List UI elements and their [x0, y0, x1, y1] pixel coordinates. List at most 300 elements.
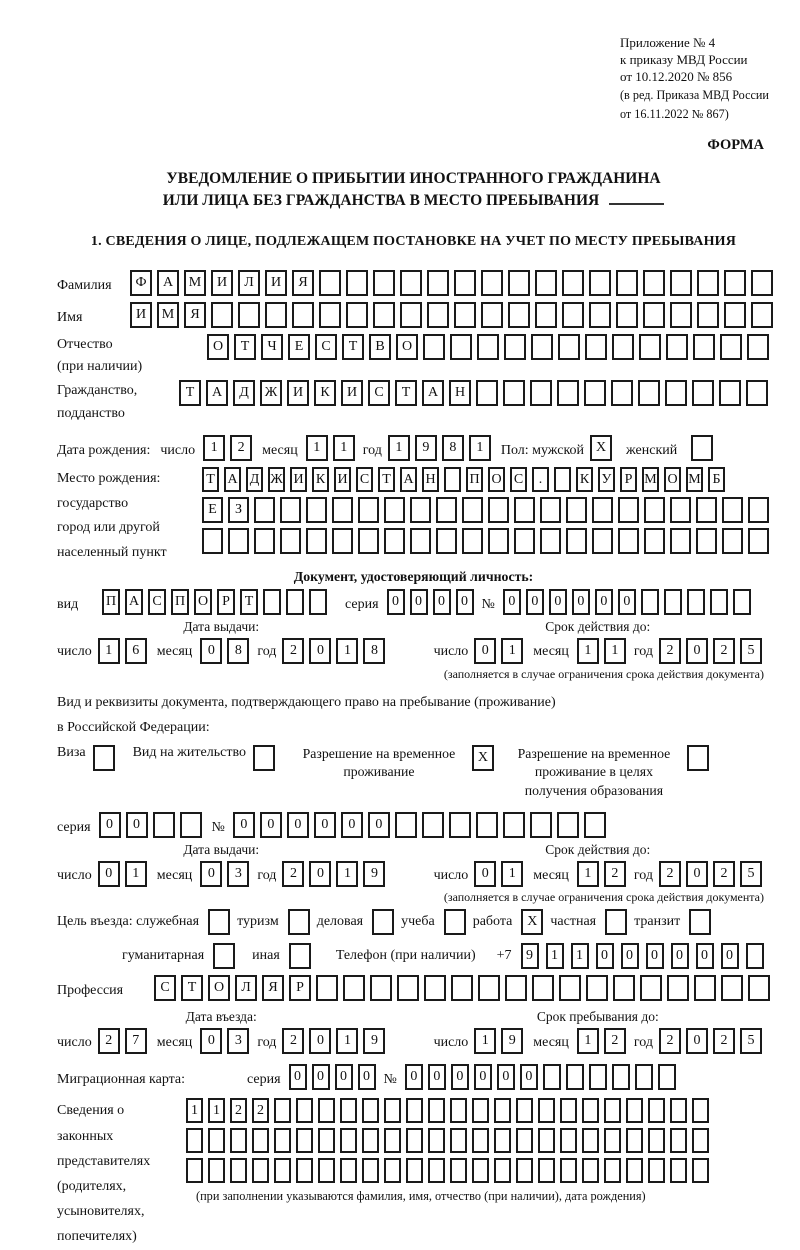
char-cell[interactable]: [582, 1098, 599, 1123]
char-cell[interactable]: [694, 975, 716, 1001]
char-cell[interactable]: [494, 1158, 511, 1183]
char-cell[interactable]: [643, 302, 665, 328]
char-cell[interactable]: 8: [363, 638, 385, 664]
char-cell[interactable]: [340, 1098, 357, 1123]
char-cell[interactable]: [208, 1128, 225, 1153]
char-cell[interactable]: [400, 302, 422, 328]
char-cell[interactable]: [358, 528, 379, 554]
char-cell[interactable]: [531, 334, 553, 360]
char-cell[interactable]: [692, 380, 714, 406]
char-cell[interactable]: [472, 1128, 489, 1153]
char-cell[interactable]: .: [532, 467, 549, 492]
char-cell[interactable]: 0: [200, 638, 222, 664]
char-cell[interactable]: Т: [240, 589, 258, 615]
char-cell[interactable]: [450, 1098, 467, 1123]
char-cell[interactable]: [554, 467, 571, 492]
char-cell[interactable]: [280, 528, 301, 554]
char-cell[interactable]: [319, 270, 341, 296]
char-cell[interactable]: [696, 528, 717, 554]
char-cell[interactable]: [406, 1158, 423, 1183]
char-cell[interactable]: [638, 380, 660, 406]
char-cell[interactable]: 1: [501, 638, 523, 664]
char-cell[interactable]: Ч: [261, 334, 283, 360]
char-cell[interactable]: 0: [595, 589, 613, 615]
char-cell[interactable]: 0: [596, 943, 614, 969]
char-cell[interactable]: 1: [577, 638, 599, 664]
char-cell[interactable]: 1: [388, 435, 410, 461]
char-cell[interactable]: С: [510, 467, 527, 492]
char-cell[interactable]: [346, 270, 368, 296]
char-cell[interactable]: [612, 334, 634, 360]
char-cell[interactable]: [462, 497, 483, 523]
char-cell[interactable]: 0: [474, 1064, 492, 1090]
char-cell[interactable]: И: [290, 467, 307, 492]
char-cell[interactable]: [667, 975, 689, 1001]
char-cell[interactable]: [666, 334, 688, 360]
char-cell[interactable]: С: [368, 380, 390, 406]
char-cell[interactable]: [696, 497, 717, 523]
char-cell[interactable]: [584, 812, 606, 838]
char-cell[interactable]: [186, 1128, 203, 1153]
char-cell[interactable]: [670, 302, 692, 328]
char-cell[interactable]: В: [369, 334, 391, 360]
char-cell[interactable]: [724, 270, 746, 296]
char-cell[interactable]: [428, 1098, 445, 1123]
char-cell[interactable]: [384, 497, 405, 523]
char-cell[interactable]: 0: [312, 1064, 330, 1090]
char-cell[interactable]: [560, 1158, 577, 1183]
char-cell[interactable]: [670, 270, 692, 296]
char-cell[interactable]: [747, 334, 769, 360]
char-cell[interactable]: 0: [671, 943, 689, 969]
char-cell[interactable]: Я: [184, 302, 206, 328]
char-cell[interactable]: [384, 528, 405, 554]
char-cell[interactable]: [710, 589, 728, 615]
char-cell[interactable]: [208, 909, 230, 935]
char-cell[interactable]: [560, 1128, 577, 1153]
char-cell[interactable]: [503, 380, 525, 406]
char-cell[interactable]: [559, 975, 581, 1001]
char-cell[interactable]: [505, 975, 527, 1001]
char-cell[interactable]: М: [686, 467, 703, 492]
char-cell[interactable]: Т: [342, 334, 364, 360]
char-cell[interactable]: О: [194, 589, 212, 615]
char-cell[interactable]: О: [664, 467, 681, 492]
char-cell[interactable]: 0: [98, 861, 120, 887]
char-cell[interactable]: [263, 589, 281, 615]
char-cell[interactable]: [724, 302, 746, 328]
char-cell[interactable]: [644, 497, 665, 523]
char-cell[interactable]: 2: [230, 435, 252, 461]
char-cell[interactable]: [476, 812, 498, 838]
char-cell[interactable]: [670, 497, 691, 523]
char-cell[interactable]: [494, 1128, 511, 1153]
char-cell[interactable]: [562, 302, 584, 328]
char-cell[interactable]: [444, 467, 461, 492]
char-cell[interactable]: 0: [526, 589, 544, 615]
char-cell[interactable]: 8: [227, 638, 249, 664]
char-cell[interactable]: [472, 1158, 489, 1183]
char-cell[interactable]: Т: [234, 334, 256, 360]
char-cell[interactable]: [265, 302, 287, 328]
char-cell[interactable]: К: [314, 380, 336, 406]
char-cell[interactable]: [318, 1098, 335, 1123]
char-cell[interactable]: Н: [449, 380, 471, 406]
char-cell[interactable]: 1: [336, 638, 358, 664]
char-cell[interactable]: [230, 1158, 247, 1183]
char-cell[interactable]: О: [488, 467, 505, 492]
char-cell[interactable]: [397, 975, 419, 1001]
char-cell[interactable]: [626, 1098, 643, 1123]
char-cell[interactable]: А: [206, 380, 228, 406]
char-cell[interactable]: [213, 943, 235, 969]
char-cell[interactable]: [252, 1158, 269, 1183]
char-cell[interactable]: Ж: [260, 380, 282, 406]
char-cell[interactable]: 2: [98, 1028, 120, 1054]
char-cell[interactable]: 1: [474, 1028, 496, 1054]
char-cell[interactable]: [450, 1128, 467, 1153]
char-cell[interactable]: [472, 1098, 489, 1123]
char-cell[interactable]: П: [102, 589, 120, 615]
char-cell[interactable]: 1: [186, 1098, 203, 1123]
char-cell[interactable]: 1: [469, 435, 491, 461]
char-cell[interactable]: [540, 497, 561, 523]
char-cell[interactable]: 0: [503, 589, 521, 615]
char-cell[interactable]: [252, 1128, 269, 1153]
char-cell[interactable]: 1: [333, 435, 355, 461]
char-cell[interactable]: [424, 975, 446, 1001]
char-cell[interactable]: [538, 1098, 555, 1123]
char-cell[interactable]: [362, 1098, 379, 1123]
char-cell[interactable]: 0: [99, 812, 121, 838]
char-cell[interactable]: С: [315, 334, 337, 360]
char-cell[interactable]: [503, 812, 525, 838]
char-cell[interactable]: [428, 1158, 445, 1183]
char-cell[interactable]: О: [207, 334, 229, 360]
char-cell[interactable]: 2: [282, 638, 304, 664]
char-cell[interactable]: Я: [292, 270, 314, 296]
char-cell[interactable]: [362, 1128, 379, 1153]
char-cell[interactable]: [504, 334, 526, 360]
char-cell[interactable]: [410, 528, 431, 554]
char-cell[interactable]: [558, 334, 580, 360]
char-cell[interactable]: [422, 812, 444, 838]
char-cell[interactable]: [618, 497, 639, 523]
char-cell[interactable]: [228, 528, 249, 554]
char-cell[interactable]: А: [224, 467, 241, 492]
char-cell[interactable]: 2: [604, 1028, 626, 1054]
char-cell[interactable]: 2: [713, 1028, 735, 1054]
char-cell[interactable]: [370, 975, 392, 1001]
char-cell[interactable]: [462, 528, 483, 554]
char-cell[interactable]: [318, 1128, 335, 1153]
char-cell[interactable]: [211, 302, 233, 328]
char-cell[interactable]: [586, 975, 608, 1001]
char-cell[interactable]: 0: [686, 1028, 708, 1054]
char-cell[interactable]: П: [466, 467, 483, 492]
char-cell[interactable]: [697, 270, 719, 296]
char-cell[interactable]: 8: [442, 435, 464, 461]
char-cell[interactable]: Ж: [268, 467, 285, 492]
char-cell[interactable]: [481, 270, 503, 296]
char-cell[interactable]: [692, 1098, 709, 1123]
char-cell[interactable]: 0: [721, 943, 739, 969]
char-cell[interactable]: [309, 589, 327, 615]
char-cell[interactable]: [560, 1098, 577, 1123]
char-cell[interactable]: 2: [230, 1098, 247, 1123]
char-cell[interactable]: Е: [202, 497, 223, 523]
char-cell[interactable]: [648, 1098, 665, 1123]
char-cell[interactable]: 2: [659, 638, 681, 664]
char-cell[interactable]: 0: [289, 1064, 307, 1090]
char-cell[interactable]: [508, 302, 530, 328]
char-cell[interactable]: 2: [713, 861, 735, 887]
char-cell[interactable]: Л: [235, 975, 257, 1001]
char-cell[interactable]: [410, 497, 431, 523]
char-cell[interactable]: [748, 975, 770, 1001]
char-cell[interactable]: [362, 1158, 379, 1183]
char-cell[interactable]: К: [312, 467, 329, 492]
char-cell[interactable]: [670, 1158, 687, 1183]
char-cell[interactable]: 2: [604, 861, 626, 887]
char-cell[interactable]: [230, 1128, 247, 1153]
char-cell[interactable]: 0: [341, 812, 363, 838]
char-cell[interactable]: И: [334, 467, 351, 492]
char-cell[interactable]: О: [396, 334, 418, 360]
char-cell[interactable]: [186, 1158, 203, 1183]
char-cell[interactable]: [450, 334, 472, 360]
char-cell[interactable]: Н: [422, 467, 439, 492]
char-cell[interactable]: [289, 943, 311, 969]
char-cell[interactable]: [288, 909, 310, 935]
char-cell[interactable]: 0: [200, 861, 222, 887]
char-cell[interactable]: [494, 1098, 511, 1123]
char-cell[interactable]: Т: [378, 467, 395, 492]
char-cell[interactable]: М: [157, 302, 179, 328]
char-cell[interactable]: [202, 528, 223, 554]
char-cell[interactable]: Я: [262, 975, 284, 1001]
char-cell[interactable]: [733, 589, 751, 615]
char-cell[interactable]: [436, 528, 457, 554]
char-cell[interactable]: С: [356, 467, 373, 492]
char-cell[interactable]: 2: [713, 638, 735, 664]
char-cell[interactable]: 1: [604, 638, 626, 664]
char-cell[interactable]: [605, 909, 627, 935]
char-cell[interactable]: 0: [200, 1028, 222, 1054]
char-cell[interactable]: [478, 975, 500, 1001]
char-cell[interactable]: И: [265, 270, 287, 296]
char-cell[interactable]: [340, 1128, 357, 1153]
char-cell[interactable]: 0: [387, 589, 405, 615]
char-cell[interactable]: [689, 909, 711, 935]
char-cell[interactable]: [582, 1158, 599, 1183]
char-cell[interactable]: [530, 812, 552, 838]
char-cell[interactable]: [748, 528, 769, 554]
char-cell[interactable]: [451, 975, 473, 1001]
char-cell[interactable]: [238, 302, 260, 328]
char-cell[interactable]: [358, 497, 379, 523]
char-cell[interactable]: [648, 1128, 665, 1153]
char-cell[interactable]: Р: [620, 467, 637, 492]
char-cell[interactable]: 6: [125, 638, 147, 664]
char-cell[interactable]: [604, 1158, 621, 1183]
char-cell[interactable]: 1: [571, 943, 589, 969]
char-cell[interactable]: [604, 1098, 621, 1123]
char-cell[interactable]: [543, 1064, 561, 1090]
char-cell[interactable]: А: [125, 589, 143, 615]
char-cell[interactable]: [697, 302, 719, 328]
char-cell[interactable]: [274, 1128, 291, 1153]
char-cell[interactable]: 0: [572, 589, 590, 615]
char-cell[interactable]: 0: [621, 943, 639, 969]
char-cell[interactable]: О: [208, 975, 230, 1001]
char-cell[interactable]: [286, 589, 304, 615]
char-cell[interactable]: [584, 380, 606, 406]
char-cell[interactable]: [296, 1128, 313, 1153]
char-cell[interactable]: [592, 497, 613, 523]
char-cell[interactable]: [516, 1098, 533, 1123]
char-cell[interactable]: [427, 270, 449, 296]
char-cell[interactable]: [658, 1064, 676, 1090]
char-cell[interactable]: Л: [238, 270, 260, 296]
char-cell[interactable]: 5: [740, 1028, 762, 1054]
char-cell[interactable]: X: [590, 435, 612, 461]
char-cell[interactable]: [428, 1128, 445, 1153]
char-cell[interactable]: [611, 380, 633, 406]
char-cell[interactable]: [449, 812, 471, 838]
char-cell[interactable]: [436, 497, 457, 523]
char-cell[interactable]: 1: [501, 861, 523, 887]
char-cell[interactable]: И: [341, 380, 363, 406]
char-cell[interactable]: Д: [246, 467, 263, 492]
char-cell[interactable]: Р: [217, 589, 235, 615]
char-cell[interactable]: 0: [456, 589, 474, 615]
char-cell[interactable]: 2: [282, 861, 304, 887]
char-cell[interactable]: [748, 497, 769, 523]
char-cell[interactable]: [274, 1098, 291, 1123]
char-cell[interactable]: [340, 1158, 357, 1183]
char-cell[interactable]: И: [130, 302, 152, 328]
char-cell[interactable]: 0: [314, 812, 336, 838]
char-cell[interactable]: 1: [203, 435, 225, 461]
char-cell[interactable]: И: [287, 380, 309, 406]
char-cell[interactable]: 2: [252, 1098, 269, 1123]
char-cell[interactable]: 1: [546, 943, 564, 969]
char-cell[interactable]: А: [157, 270, 179, 296]
char-cell[interactable]: [450, 1158, 467, 1183]
char-cell[interactable]: X: [472, 745, 494, 771]
char-cell[interactable]: [643, 270, 665, 296]
char-cell[interactable]: [665, 380, 687, 406]
char-cell[interactable]: [373, 302, 395, 328]
char-cell[interactable]: 9: [415, 435, 437, 461]
char-cell[interactable]: 0: [618, 589, 636, 615]
char-cell[interactable]: [406, 1128, 423, 1153]
char-cell[interactable]: 0: [335, 1064, 353, 1090]
char-cell[interactable]: [296, 1158, 313, 1183]
char-cell[interactable]: [477, 334, 499, 360]
char-cell[interactable]: 9: [501, 1028, 523, 1054]
char-cell[interactable]: 9: [521, 943, 539, 969]
char-cell[interactable]: [720, 334, 742, 360]
char-cell[interactable]: [589, 302, 611, 328]
char-cell[interactable]: [612, 1064, 630, 1090]
char-cell[interactable]: X: [521, 909, 543, 935]
char-cell[interactable]: [751, 270, 773, 296]
char-cell[interactable]: 0: [309, 638, 331, 664]
char-cell[interactable]: 1: [98, 638, 120, 664]
char-cell[interactable]: 9: [363, 861, 385, 887]
char-cell[interactable]: [306, 497, 327, 523]
char-cell[interactable]: [488, 497, 509, 523]
char-cell[interactable]: [538, 1158, 555, 1183]
char-cell[interactable]: [427, 302, 449, 328]
char-cell[interactable]: Б: [708, 467, 725, 492]
char-cell[interactable]: [292, 302, 314, 328]
char-cell[interactable]: З: [228, 497, 249, 523]
char-cell[interactable]: М: [642, 467, 659, 492]
char-cell[interactable]: [592, 528, 613, 554]
char-cell[interactable]: [454, 270, 476, 296]
char-cell[interactable]: [530, 380, 552, 406]
char-cell[interactable]: А: [400, 467, 417, 492]
char-cell[interactable]: [153, 812, 175, 838]
char-cell[interactable]: П: [171, 589, 189, 615]
char-cell[interactable]: 0: [309, 861, 331, 887]
char-cell[interactable]: 1: [577, 1028, 599, 1054]
char-cell[interactable]: 0: [368, 812, 390, 838]
char-cell[interactable]: С: [154, 975, 176, 1001]
char-cell[interactable]: Ф: [130, 270, 152, 296]
char-cell[interactable]: Т: [179, 380, 201, 406]
char-cell[interactable]: [514, 528, 535, 554]
char-cell[interactable]: [751, 302, 773, 328]
char-cell[interactable]: 0: [405, 1064, 423, 1090]
char-cell[interactable]: 2: [659, 861, 681, 887]
char-cell[interactable]: [514, 497, 535, 523]
char-cell[interactable]: [384, 1158, 401, 1183]
char-cell[interactable]: [476, 380, 498, 406]
char-cell[interactable]: 0: [126, 812, 148, 838]
char-cell[interactable]: [557, 380, 579, 406]
char-cell[interactable]: У: [598, 467, 615, 492]
char-cell[interactable]: Т: [395, 380, 417, 406]
char-cell[interactable]: [318, 1158, 335, 1183]
char-cell[interactable]: [208, 1158, 225, 1183]
char-cell[interactable]: [746, 943, 764, 969]
char-cell[interactable]: [93, 745, 115, 771]
char-cell[interactable]: 0: [696, 943, 714, 969]
char-cell[interactable]: 3: [227, 1028, 249, 1054]
char-cell[interactable]: 0: [497, 1064, 515, 1090]
char-cell[interactable]: 0: [260, 812, 282, 838]
char-cell[interactable]: [395, 812, 417, 838]
char-cell[interactable]: [372, 909, 394, 935]
char-cell[interactable]: 0: [358, 1064, 376, 1090]
char-cell[interactable]: [692, 1128, 709, 1153]
char-cell[interactable]: И: [211, 270, 233, 296]
char-cell[interactable]: 0: [474, 861, 496, 887]
char-cell[interactable]: 0: [410, 589, 428, 615]
char-cell[interactable]: 0: [646, 943, 664, 969]
char-cell[interactable]: [423, 334, 445, 360]
char-cell[interactable]: [481, 302, 503, 328]
char-cell[interactable]: [557, 812, 579, 838]
char-cell[interactable]: К: [576, 467, 593, 492]
char-cell[interactable]: [180, 812, 202, 838]
char-cell[interactable]: [616, 270, 638, 296]
char-cell[interactable]: [692, 1158, 709, 1183]
